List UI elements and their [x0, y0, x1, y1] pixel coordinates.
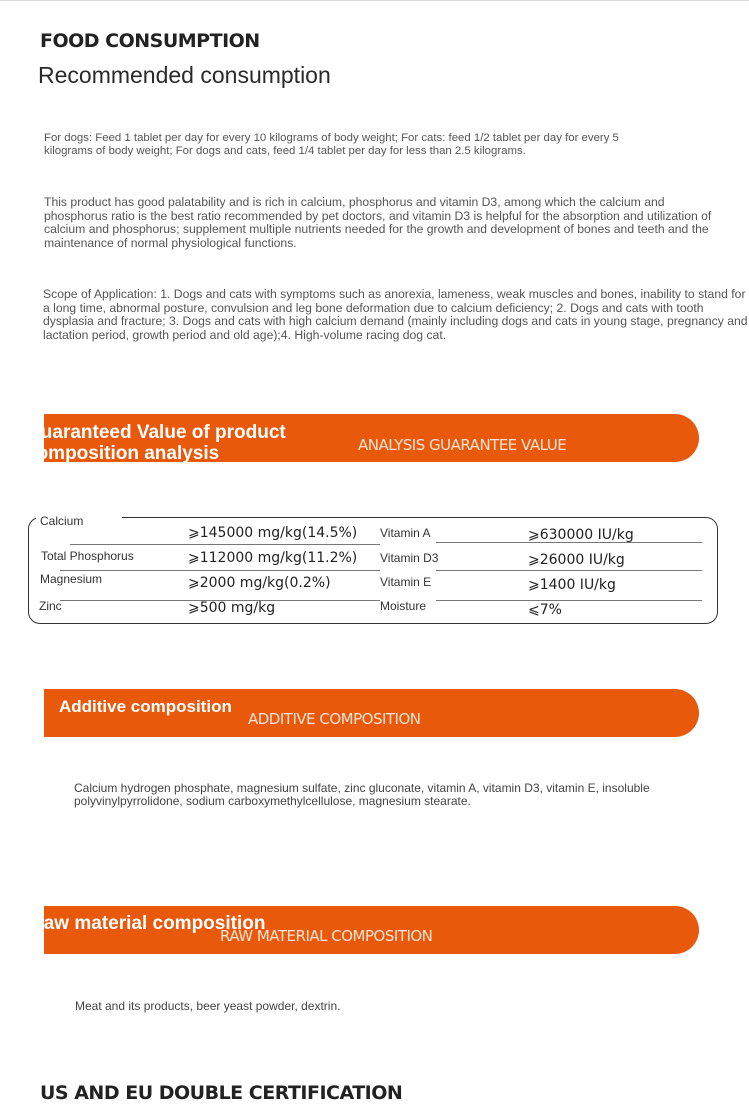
additive-banner-title: Additive composition: [59, 697, 232, 716]
moisture-label: Moisture: [380, 599, 427, 613]
calcium-label: Calcium: [36, 514, 122, 528]
vitamin-a-label: Vitamin A: [380, 526, 431, 540]
certification-section-title: US AND EU DOUBLE CERTIFICATION: [40, 1082, 403, 1104]
section-title-food-consumption: FOOD CONSUMPTION: [40, 30, 260, 52]
zinc-label: Zinc: [39, 599, 62, 613]
description-paragraph: This product has good palatability and is rich in calcium, phosphorus and vitamin D3, among which the calcium and phosphorus ratio is the best ratio recommended by pet doctors, and vitamin D3 is helpful for the absorption and utilization of calcium and phosphorus; supplement multiple nutrients needed for the growth and development of bones and teeth and the maintenance of normal physiological functions.: [44, 195, 712, 250]
zinc-value: ⩾500 mg/kg: [188, 600, 276, 616]
total-phosphorus-label: Total Phosphorus: [41, 549, 134, 563]
raw-material-banner-subtitle: RAW MATERIAL COMPOSITION: [220, 927, 433, 945]
page-heading: Recommended consumption: [38, 62, 331, 88]
scope-paragraph: Scope of Application: 1. Dogs and cats with symptoms such as anorexia, lameness, weak muscles and bones, inability to stand for a long time, abnormal posture, convulsion and leg bone deformation due to calcium deficiency; 2. Dogs and cats with tooth dysplasia and fracture; 3. Dogs and cats with high calcium demand (mainly including dogs and cats in young stage, pregnancy and lactation period, growth period and old age);4. High-volume racing dog cat.: [43, 287, 748, 342]
moisture-value: ⩽7%: [528, 602, 562, 618]
vitamin-d3-value: ⩾26000 IU/kg: [528, 552, 625, 568]
vitamin-e-value: ⩾1400 IU/kg: [528, 577, 616, 593]
vitamin-e-label: Vitamin E: [380, 575, 432, 589]
magnesium-label: Magnesium: [40, 572, 103, 586]
calcium-value: ⩾145000 mg/kg(14.5%): [188, 525, 358, 541]
row-divider: [436, 570, 702, 571]
vitamin-a-value: ⩾630000 IU/kg: [528, 527, 634, 543]
raw-material-banner-title: Raw material composition: [30, 913, 266, 934]
row-divider: [60, 570, 380, 571]
vitamin-d3-label: Vitamin D3: [380, 551, 439, 565]
guarantee-banner-subtitle: ANALYSIS GUARANTEE VALUE: [358, 436, 567, 454]
total-phosphorus-value: ⩾112000 mg/kg(11.2%): [188, 550, 358, 566]
magnesium-value: ⩾2000 mg/kg(0.2%): [188, 575, 331, 591]
row-divider: [70, 544, 380, 545]
additive-text: Calcium hydrogen phosphate, magnesium sulfate, zinc gluconate, vitamin A, vitamin D3, vitamin E, insoluble polyvinylpyrrolidone, sodium carboxymethylcellulose, magnesium stearate.: [74, 781, 650, 808]
additive-banner-subtitle: ADDITIVE COMPOSITION: [248, 710, 421, 728]
row-divider: [436, 600, 702, 601]
raw-material-text: Meat and its products, beer yeast powder, dextrin.: [75, 999, 341, 1013]
guarantee-banner-title: Guaranteed Value of product composition analysis: [26, 422, 286, 464]
top-divider: [0, 0, 749, 5]
dosage-paragraph: For dogs: Feed 1 tablet per day for every 10 kilograms of body weight; For cats: feed 1/2 tablet per day for every 5 kilograms of body weight; For dogs and cats, feed 1/4 tablet per day for less than 2.5 kilograms.: [44, 132, 619, 157]
